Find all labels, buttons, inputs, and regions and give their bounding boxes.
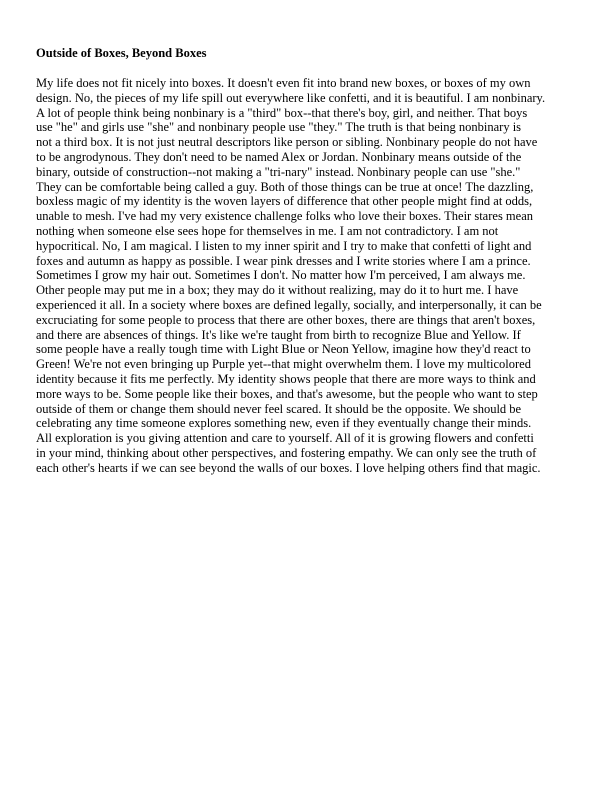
body-text-line: more ways to be. Some people like their boxes, and that's awesome, but the people who want to step — [36, 386, 538, 401]
body-text-line: some people have a really tough time with Light Blue or Neon Yellow, imagine how they'd react to — [36, 342, 531, 357]
body-text-line: identity because it fits me perfectly. My identity shows people that there are more ways to think and — [36, 371, 536, 386]
body-text-line: experienced it all. In a society where boxes are defined legally, socially, and interpersonally, it can be — [36, 297, 542, 312]
body-text-line: Green! We're not even bringing up Purple yet--that might overwhelm them. I love my multicolored — [36, 357, 531, 372]
body-text-line: Other people may put me in a box; they may do it without realizing, may do it to hurt me. I have — [36, 283, 519, 298]
body-text-line: nothing when someone else sees hope for themselves in me. I am not contradictory. I am not — [36, 223, 499, 238]
body-text-line: binary, outside of construction--not making a "tri-nary" instead. Nonbinary people can use "she." — [36, 164, 521, 179]
body-text-line: hypocritical. No, I am magical. I listen to my inner spirit and I try to make that confetti of light and — [36, 238, 532, 253]
body-text-line: outside of them or change them should never feel scared. It should be the opposite. We should be — [36, 401, 522, 416]
body-text-line: and there are absences of things. It's like we're taught from birth to recognize Blue and Yellow. If — [36, 327, 521, 342]
body-text-line: not a third box. It is not just neutral descriptors like person or sibling. Nonbinary people do not have — [36, 135, 538, 150]
body-text-line: A lot of people think being nonbinary is a "third" box--that there's boy, girl, and neither. That boys — [36, 105, 528, 120]
body-text-line: design. No, the pieces of my life spill out everywhere like confetti, and it is beautiful. I am nonbinary. — [36, 90, 546, 105]
body-text-line: excruciating for some people to process that there are other boxes, there are things that aren't boxes, — [36, 312, 536, 327]
body-text-line: foxes and autumn as happy as possible. I wear pink dresses and I write stories where I am a prince. — [36, 253, 531, 268]
body-text-line: use "he" and girls use "she" and nonbinary people use "they." The truth is that being nonbinary is — [36, 120, 522, 135]
body-text-line: Sometimes I grow my hair out. Sometimes I don't. No matter how I'm perceived, I am always me. — [36, 268, 526, 283]
body-text-line: celebrating any time someone explores something new, even if they eventually change their minds. — [36, 416, 532, 431]
body-text-line: in your mind, thinking about other perspectives, and fostering empathy. We can only see the truth of — [36, 445, 537, 460]
body-text-line: They can be comfortable being called a guy. Both of those things can be true at once! The dazzling, — [36, 179, 534, 194]
body-text-line: My life does not fit nicely into boxes. It doesn't even fit into brand new boxes, or boxes of my own — [36, 76, 531, 90]
body-text-line: unable to mesh. I've had my very existence challenge folks who love their boxes. Their stares mean — [36, 209, 534, 224]
document-title: Outside of Boxes, Beyond Boxes — [36, 46, 207, 60]
body-text-line: each other's hearts if we can see beyond the walls of our boxes. I love helping others find that magic. — [36, 460, 541, 475]
body-text-line: All exploration is you giving attention and care to yourself. All of it is growing flowers and confetti — [36, 431, 534, 446]
body-text-line: to be angrodynous. They don't need to be named Alex or Jordan. Nonbinary means outside of the — [36, 149, 522, 164]
document-body — [36, 76, 581, 476]
body-text-line: boxless magic of my identity is the woven layers of difference that other people might find at odds, — [36, 194, 533, 209]
